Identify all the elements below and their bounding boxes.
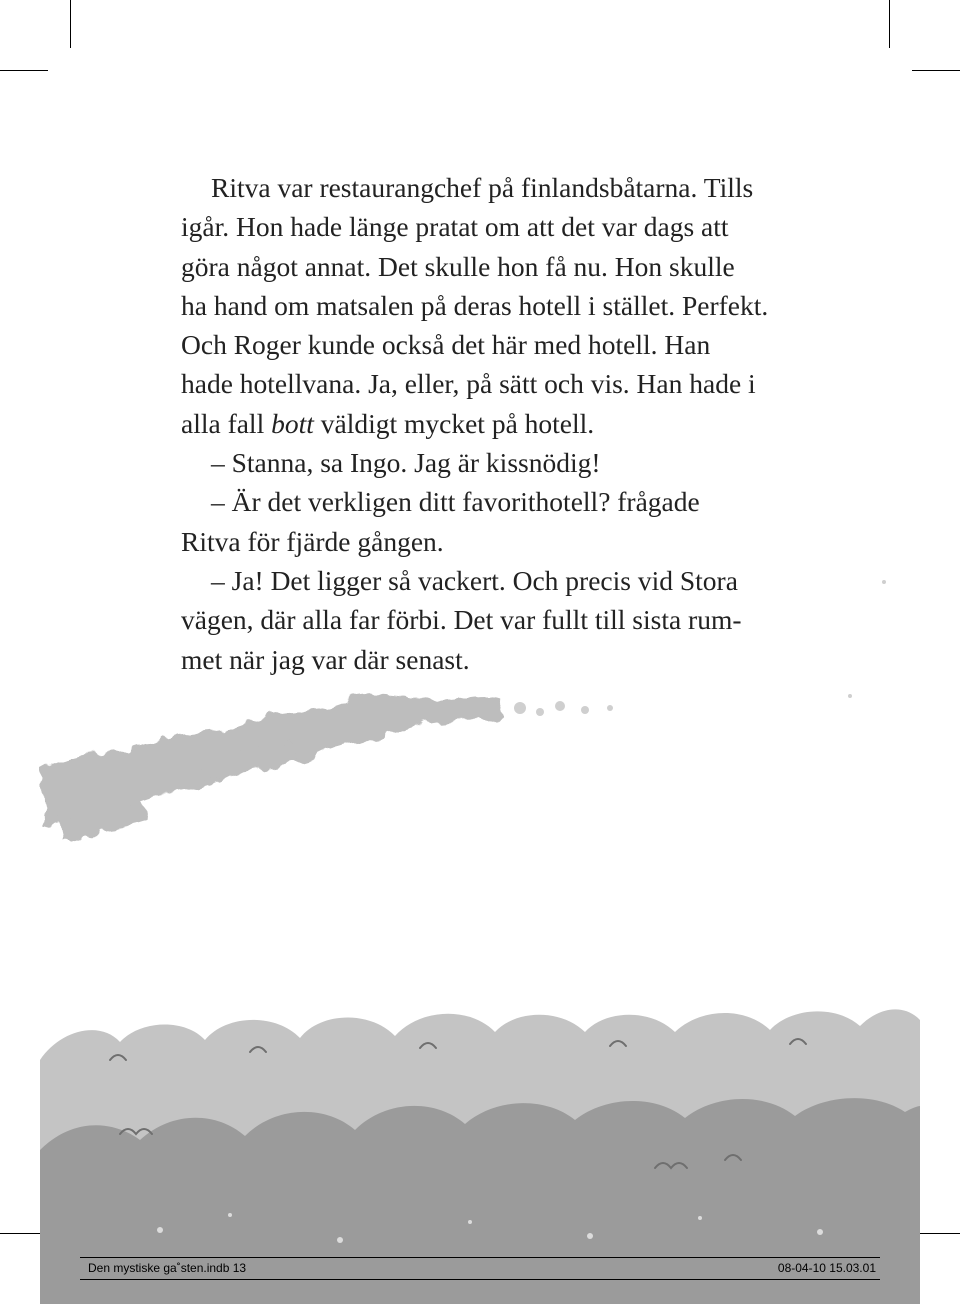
smoke-cloud-shape bbox=[42, 695, 505, 842]
paragraph-line-5: Och Roger kunde också det här med hotell. Han bbox=[181, 329, 711, 361]
story-text bbox=[181, 168, 781, 679]
print-slug-file: Den mystiske ga˚sten.indb 13 bbox=[88, 1261, 247, 1275]
dialogue-line-3: – Ja! Det ligger så vackert. Och precis vid Stora bbox=[211, 564, 738, 596]
line-7-end: väldigt mycket på hotell. bbox=[313, 407, 595, 439]
line-7-start: alla fall bbox=[181, 407, 272, 439]
dialogue-line-1: – Stanna, sa Ingo. Jag är kissnödig! bbox=[211, 447, 601, 479]
print-slug bbox=[80, 1257, 880, 1280]
emphasis-bott: bott bbox=[271, 407, 314, 439]
paragraph-line-1: Ritva var restaurangchef på finlandsbåtarna. Tills bbox=[211, 172, 754, 203]
print-slug-timestamp: 08-04-10 15.03.01 bbox=[777, 1261, 876, 1275]
paragraph-line-2: igår. Hon hade länge pratat om att det var dags att bbox=[181, 211, 729, 243]
dialogue-line-2-cont: Ritva för fjärde gången. bbox=[181, 525, 444, 557]
dialogue-line-2: – Är det verkligen ditt favorithotell? frågade bbox=[211, 486, 700, 518]
dialogue-line-3-cont-2: met när jag var där senast. bbox=[181, 643, 470, 675]
paragraph-line-3: göra något annat. Det skulle hon få nu. Hon skulle bbox=[181, 250, 735, 282]
paragraph-line-7 bbox=[181, 404, 781, 443]
paragraph-line-4: ha hand om matsalen på deras hotell i stället. Perfekt. bbox=[181, 289, 769, 321]
dialogue-line-3-cont-1: vägen, där alla far förbi. Det var fullt till sista rum- bbox=[181, 604, 742, 636]
paragraph-line-6: hade hotellvana. Ja, eller, på sätt och vis. Han hade i bbox=[181, 368, 756, 400]
